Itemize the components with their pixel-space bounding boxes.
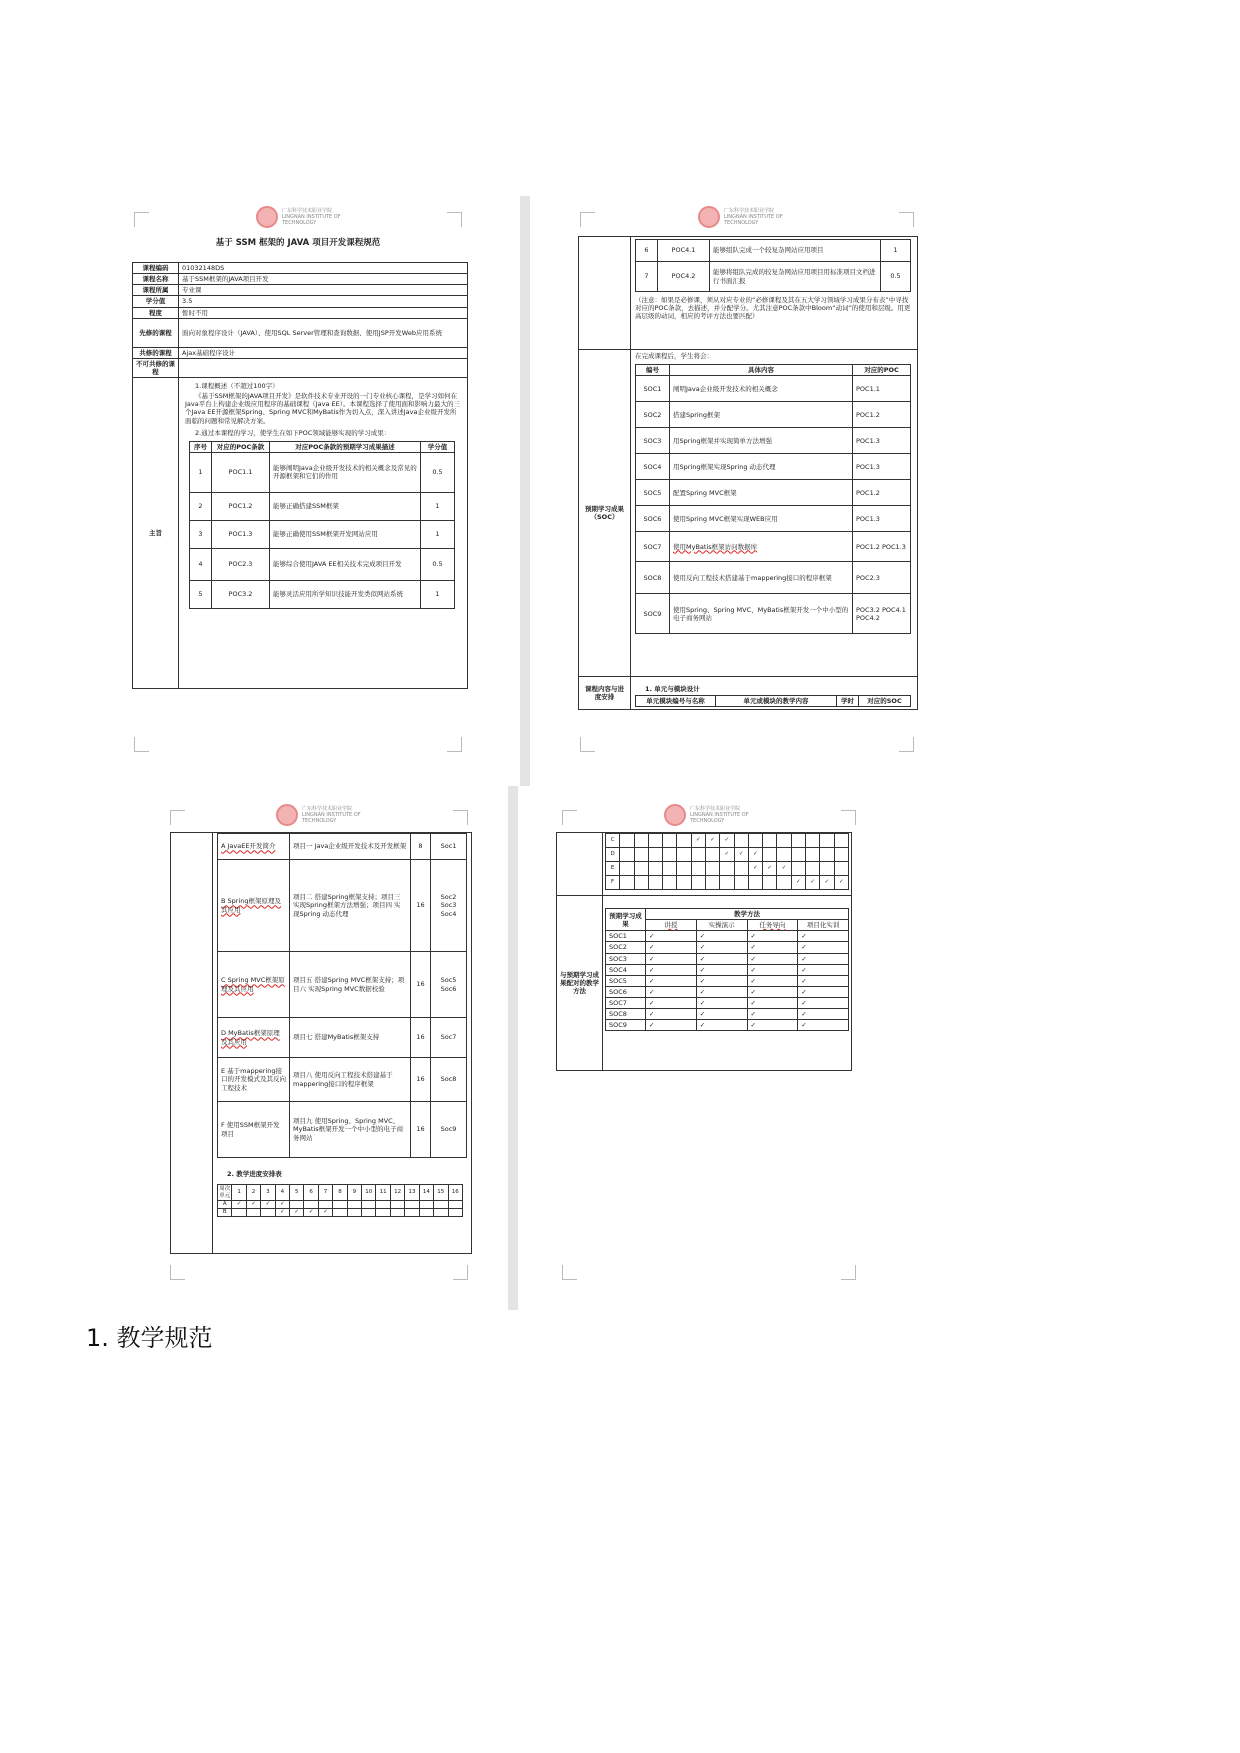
school-logo: 广东科学技术职业学院 LINGNAN INSTITUTE OF TECHNOLOGY	[698, 206, 783, 228]
school-logo: 广东科学技术职业学院 LINGNAN INSTITUTE OF TECHNOLOGY	[256, 206, 341, 228]
unit-table: A JavaEE开发简介 项目一 Java企业级开发技术及开发框架 8 Soc1 B Spring框架原理及其应用 项目二 搭建Spring框架支持；项目三 实现Spring框架方法增强；项目四 实现Spring 动态代理 16 Soc2 Soc3 Soc4 C Spring MVC框架原理及其应用 项目五 搭建Spring MVC框架支持；项目六 实现Spring MVC数据校验 16 Soc5 Soc6 D MyBatis框架原理及其应用 项目七 搭建MyBatis框架支持 16 Soc7 E 基于mappering接口的开发模式及其反向工程技术 项目八 使用反向工程技术搭建基于mappering接口的程序框架 16 Soc8 F 使用SSM框架开发项目 项目九 使用Spring、Spring MVC、MyBatis框架开发一个中小型的电子商务网站 16 Soc9	[217, 833, 467, 1158]
page-separator	[520, 196, 530, 786]
section-heading: 1. 教学规范	[86, 1324, 213, 1352]
progress-table-cont: C ✓ ✓ ✓ D ✓ ✓ ✓ E ✓ ✓ ✓ F ✓ ✓ ✓ ✓	[605, 833, 849, 890]
crop-mark	[580, 737, 595, 752]
unit-schedule-table	[170, 832, 472, 1254]
soc-section-table: 6 POC4.1 能够组队完成一个较复杂网站应用项目 1 7 POC4.2 能够将组队完成的较复杂网站应用项目用标准项目文档进行书面汇报 0.5 （注意：如果是必修课，须从对应专业的“必修课程及其在五大学习领域学习成果分布表”中寻找对应的POC条款，去描述，并分配学分。尤其注意POC条款中Bloom“动词”的使用和层级。用更高层级的动词，相应的考评方法也要匹配） 预期学习成果（SOC） 在完成课程后，学生将会： 编号 具体内容 对应的POC SOC1 阐明Java企业级开发技术的相关概念 POC1.1 SOC2 搭建Spring框架 POC1.2 SOC3 用Spring框架并实现简单方法增强 POC1.3 SOC4 用Spring框架实现Spring 动态代理 POC1.3 SOC5 配置Spring MVC框架 POC1.2 SOC6 使用Spring MVC框架实现WEB应用 POC1.3 SOC7 使用MyBatis框架访问数据库 POC1.2 POC1.3 SOC8 使用反向工程技术搭建基于mappering接口的程序框架 POC2.3 SOC9 使用Spring、Spring MVC、MyBatis框架开发一个中小型的电子商务网站 POC3.2 POC4.1 POC4.2 课程内容与进度安排 1. 单元与模块设计 单元模块编号与名称 单元或模块的教学内容 学时 对应的SOC	[578, 236, 918, 710]
school-logo: 广东科学技术职业学院 LINGNAN INSTITUTE OF TECHNOLOGY	[276, 804, 361, 826]
school-logo: 广东科学技术职业学院 LINGNAN INSTITUTE OF TECHNOLOGY	[664, 804, 749, 826]
soc-table: 编号 具体内容 对应的POC SOC1 阐明Java企业级开发技术的相关概念 POC1.1 SOC2 搭建Spring框架 POC1.2 SOC3 用Spring框架并实现简单方法增强 POC1.3 SOC4 用Spring框架实现Spring 动态代理 POC1.3 SOC5 配置Spring MVC框架 POC1.2 SOC6 使用Spring MVC框架实现WEB应用 POC1.3 SOC7 使用MyBatis框架访问数据库 POC1.2 POC1.3 SOC8 使用反向工程技术搭建基于mappering接口的程序框架 POC2.3 SOC9 使用Spring、Spring MVC、MyBatis框架开发一个中小型的电子商务网站 POC3.2 POC4.1 POC4.2	[635, 364, 911, 634]
progress-title: 2. 教学进度安排表	[227, 1170, 282, 1178]
crop-mark	[841, 1265, 856, 1280]
crop-mark	[580, 212, 595, 227]
crop-mark	[170, 1265, 185, 1280]
crop-mark	[841, 810, 856, 825]
document-title: 基于 SSM 框架的 JAVA 项目开发课程规范	[215, 238, 381, 248]
overview-heading: 1.课程概述（不超过100字）	[195, 382, 279, 390]
note-text: （注意：如果是必修课，须从对应专业的“必修课程及其在五大学习领域学习成果分布表”中寻找对应的POC条款，去描述，并分配学分。尤其注意POC条款中Bloom“动词”的使用和层级。用更高层级的动词，相应的考评方法也要匹配）	[635, 296, 911, 321]
page-thumbnail-4	[556, 800, 862, 1280]
crop-mark	[170, 810, 185, 825]
soc-intro: 在完成课程后，学生将会：	[635, 352, 713, 360]
progress-table: 周次 单元 1 2 3 4 5 6 7 8 9 10 11 12 13 14 15 16 A ✓ ✓ ✓ ✓ B ✓ ✓ ✓ ✓	[217, 1184, 463, 1217]
page-separator	[508, 786, 518, 1310]
goal-text: 2.通过本课程的学习，使学生在如下POC领域能够实现的学习成果：	[195, 428, 391, 437]
school-seal-icon	[698, 206, 720, 228]
page-thumbnail-3	[164, 800, 474, 1280]
crop-mark	[453, 1265, 468, 1280]
unit-title: 1. 单元与模块设计	[645, 685, 700, 693]
unit-table-header: 单元模块编号与名称 单元或模块的教学内容 学时 对应的SOC	[635, 695, 911, 707]
crop-mark	[134, 737, 149, 752]
course-info-table: 课程编码 01032148DS 课程名称 基于SSM框架的JAVA项目开发 课程所属 专业课 学分值 3.5 程度 暂时不用 先修的课程 面向对象程序设计（JAVA）、使用SQL Server管理和查询数据、使用JSP开发Web应用系统 共修的课程 Ajax基础程序设计 不可共修的课程 主旨 1.课程概述（不超过100字） 《基于SSM框架的JAVA项目开发》是软件技术专业开设的一门专业核心课程，是学习如何在Java平台上构建企业级应用程序的基础课程（Java EE）。本课程选择了使用面和影响力最大的三个Java EE开源框架Spring、Spring MVC和MyBatis作为切入点，深入讲述Java企业级开发所面临的问题和常见解决方案。 2.通过本课程的学习，使学生在如下POC领域能够实现的学习成果： 序号 对应的POC条款 对应POC条款的预期学习成果描述 学分值 1 POC1.1 能够阐明Java企业级开发技术的相关概念及常见的开源框架和它们的作用 0.5 2 POC1.2 能够正确搭建SSM框架 1 3 POC1.3 能够正确使用SSM框架开发网站应用 1 4 POC2.3 能够综合使用JAVA EE相关技术完成项目开发 0.5 5 POC3.2 能够灵活应用所学知识技能开发类似网站系统 1	[132, 262, 468, 689]
overview-text: 《基于SSM框架的JAVA项目开发》是软件技术专业开设的一门专业核心课程，是学习如何在Java平台上构建企业级应用程序的基础课程（Java EE）。本课程选择了使用面和影响力最大的三个Java EE开源框架Spring、Spring MVC和MyBatis作为切入点，深入讲述Java企业级开发所面临的问题和常见解决方案。	[185, 392, 460, 425]
crop-mark	[453, 810, 468, 825]
crop-mark	[562, 810, 577, 825]
crop-mark	[899, 737, 914, 752]
crop-mark	[134, 212, 149, 227]
crop-mark	[562, 1265, 577, 1280]
poc-table: 序号 对应的POC条款 对应POC条款的预期学习成果描述 学分值 1 POC1.1 能够阐明Java企业级开发技术的相关概念及常见的开源框架和它们的作用 0.5 2 POC1.2 能够正确搭建SSM框架 1 3 POC1.3 能够正确使用SSM框架开发网站应用 1 4 POC2.3 能够综合使用JAVA EE相关技术完成项目开发 0.5 5 POC3.2 能够灵活应用所学知识技能开发类似网站系统 1	[189, 441, 455, 609]
method-table: 预期学习成果 教学方法 讲授 实操演示 任务导向 项目化实训 SOC1 ✓ ✓ ✓ ✓ SOC2 ✓ ✓ ✓ ✓ SOC3 ✓ ✓ ✓ ✓ SOC4 ✓ ✓ ✓ ✓ SOC5 ✓ ✓ ✓ ✓ SOC6 ✓ ✓ ✓ ✓ SOC7 ✓ ✓ ✓ ✓ SOC8 ✓ ✓ ✓ ✓ SOC9 ✓ ✓ ✓ ✓	[605, 908, 849, 1031]
school-seal-icon	[276, 804, 298, 826]
page-thumbnail-2	[574, 202, 920, 752]
school-seal-icon	[664, 804, 686, 826]
poc-table-cont: 6 POC4.1 能够组队完成一个较复杂网站应用项目 1 7 POC4.2 能够将组队完成的较复杂网站应用项目用标准项目文档进行书面汇报 0.5	[635, 239, 911, 292]
method-section-table: C ✓ ✓ ✓ D ✓ ✓ ✓ E ✓ ✓ ✓ F ✓ ✓ ✓ ✓ 与预期学习成果配对的教学方法 预期学习成果 教学方法 讲授 实操演示 任务导向 项目化实训 SOC1 ✓ ✓ ✓ ✓ SOC2 ✓ ✓ ✓ ✓ SOC3 ✓ ✓ ✓ ✓ SOC4 ✓ ✓ ✓ ✓ SOC5 ✓ ✓ ✓ ✓ SOC6 ✓ ✓ ✓ ✓ SOC7 ✓ ✓ ✓ ✓ SOC8 ✓ ✓ ✓ ✓ SOC9 ✓ ✓ ✓ ✓	[556, 832, 852, 1071]
crop-mark	[447, 212, 462, 227]
crop-mark	[447, 737, 462, 752]
page-thumbnail-1	[128, 202, 468, 752]
crop-mark	[899, 212, 914, 227]
school-seal-icon	[256, 206, 278, 228]
